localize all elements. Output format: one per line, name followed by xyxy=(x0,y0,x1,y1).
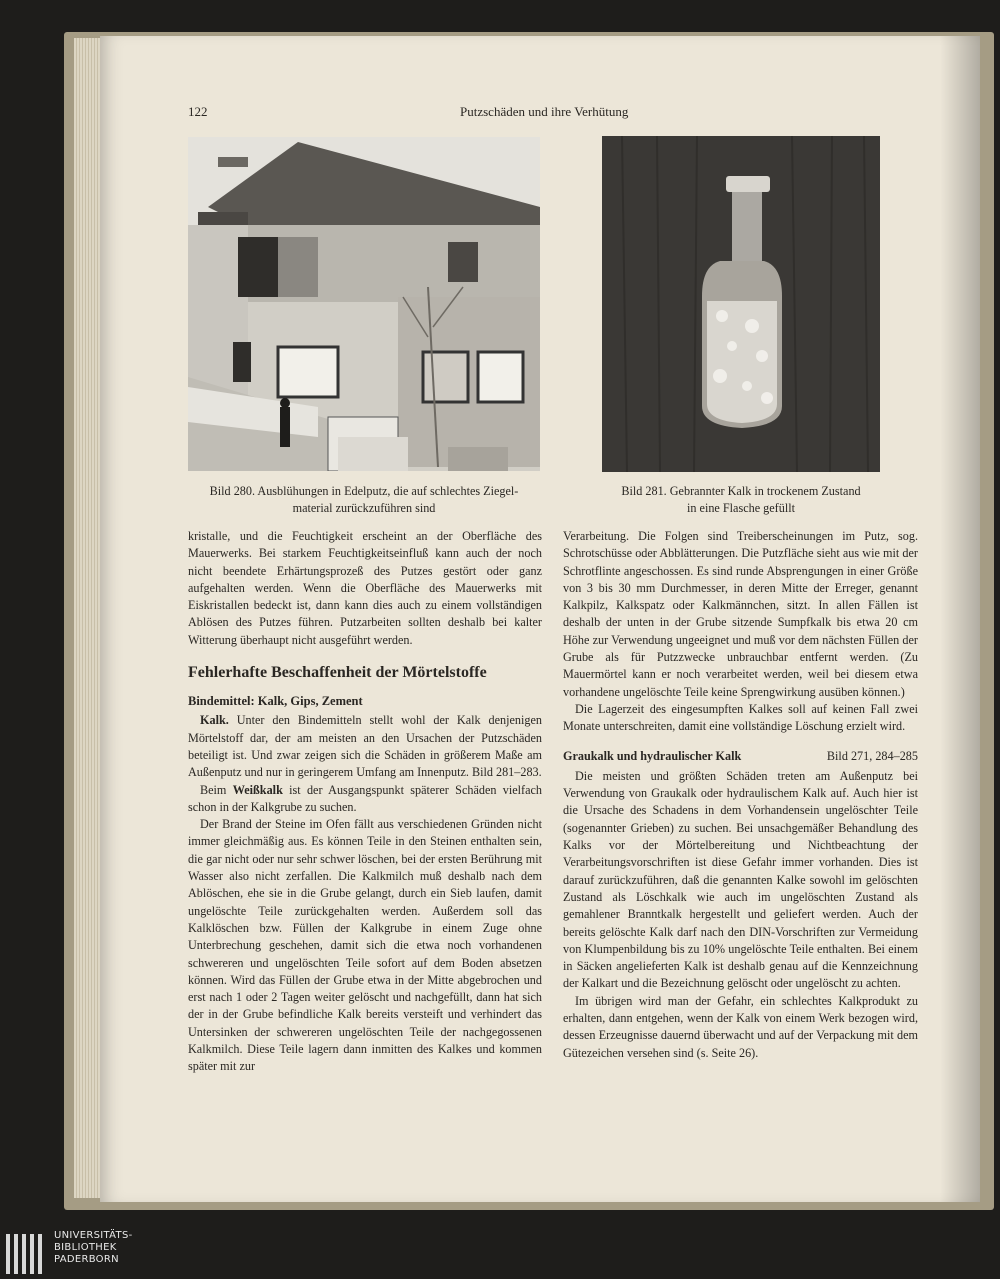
weisskalk-lead: Weißkalk xyxy=(232,782,283,797)
bottle-photo xyxy=(602,136,880,472)
left-paragraph-weisskalk xyxy=(188,782,542,817)
caption-280-line2: material zurückzuführen sind xyxy=(292,501,436,515)
logo-line-1: UNIVERSITÄTS- xyxy=(54,1230,133,1241)
library-logo xyxy=(0,1226,200,1279)
kalk-text: Unter den Bindemitteln stellt wohl der Kalk denjenigen Mörtelstoff dar, der am meisten an den Ursachen der Putzschäden beteiligt ist. Und zwar zeigen sich die Schäden in größerem Maße am Außenputz und nur in geringerem Umfang am Innenputz. Bild 281–283. xyxy=(188,713,542,780)
graukalk-heading-ref: Bild 271, 284–285 xyxy=(826,748,918,763)
left-paragraph-1: kristalle, und die Feuchtigkeit erscheint an der Oberfläche des Mauerwerks. Bei starkem Feuchtigkeitseinfluß kann auch der noch nicht beendete Erhärtungsprozeß des Putzes gestört oder ganz aufgehalten werden. Wenn die Oberfläche des Mauerwerks mit Eiskristallen bedeckt ist, dann kann dies auch zu einem vollständigen Ablösen des Putzes führen. Putzarbeiten sollten deshalb bei kalter Witterung überhaupt nicht ausgeführt werden. xyxy=(188,529,542,647)
caption-281-line1: Bild 281. Gebrannter Kalk in trockenem Zustand xyxy=(621,484,861,498)
house-photo xyxy=(188,137,540,471)
right-column xyxy=(563,528,918,1062)
subsection-heading: Bindemittel: Kalk, Gips, Zement xyxy=(188,694,363,709)
graukalk-heading-title: Graukalk und hydraulischer Kalk xyxy=(563,748,742,763)
right-paragraph-1: Verarbeitung. Die Folgen sind Treiberscheinungen im Putz, sog. Schrotschüsse oder Abblätterungen. Die Putzfläche sieht aus wie mit der Schrotflinte angeschossen. Es sind runde Absprengungen in einer Größe von 3 bis 30 mm Durchmesser, in deren Mitte der Erreger, genannt Kalkpilz, Kalkspatz oder Kalkmännchen, sitzt. In allen Fällen ist deshalb der unten in der Grube sitzende Sumpfkalk bis etwa 20 cm Höhe zur Verwendung ungeeignet und muß vor dem nächsten Füllen der Grube als für Putzzwecke unbrauchbar entfernt werden. (Zu Mauermörtel kann er noch verarbeitet werden, weil bei diesem etwa vorhandene ungelöschte Teile keine Sprengwirkung ausüben können.) xyxy=(563,529,918,699)
right-paragraph-2: Die Lagerzeit des eingesumpften Kalkes soll auf keinen Fall zwei Monate unterschreiten, damit eine vollständige Löschung erzielt wird. xyxy=(563,701,918,734)
section-heading: Fehlerhafte Beschaffenheit der Mörtelstoffe xyxy=(188,664,487,682)
right-paragraph-4: Im übrigen wird man der Gefahr, ein schlechtes Kalkprodukt zu erhalten, dann entgehen, wenn der Kalk von einem Werk bezogen wird, dessen Erzeugnisse dauernd überwacht und auf der Verpackung mit dem Gütezeichen versehen sind (s. Seite 26). xyxy=(563,993,918,1060)
weisskalk-pre: Beim xyxy=(200,782,233,797)
right-paragraph-3: Die meisten und größten Schäden treten am Außenputz bei Verwendung von Graukalk oder hydraulischem Kalk auf. Auch hier ist die Ursache des Schadens in dem Vorhandensein ungelöschter Teile (sogenannter Grieben) zu suchen. Bei unsachgemäßer Behandlung des Kalks vor der Mörtelbereitung und Nichtbeachtung der Verarbeitungsvorschriften ist diese Gefahr immer vorhanden. Dies ist darauf zurückzuführen, daß die genannten Kalke sowohl im gelöschten Zustand als Löschkalk wie auch im ungelöschten Zustand als gemahlener Branntkalk hergestellt und geliefert werden. Auch der bereits gelöschte Kalk darf nach den DIN-Vorschriften zur Vermeidung von Klumpenbildung bis zu 10% ungelöschte Teile enthalten. Bei einem in Säcken angelieferten Kalk ist deshalb genau auf die Kennzeichnung der Kalkart und die Bezeichnung gelöscht oder ungelöscht zu achten. xyxy=(563,768,918,991)
running-head xyxy=(188,104,918,124)
library-logo-icon xyxy=(4,1232,44,1276)
left-paragraph-brand: Der Brand der Steine im Ofen fällt aus verschiedenen Gründen nicht immer gleichmäßig aus. Es können Teile in den Steinen enthalten sein, die gar nicht oder nur sehr schwer löschen, bei der ersten Berührung mit Wasser also nicht zerfallen. Die Kalkmilch muß deshalb nach dem Ablöschen, ehe sie in die Grube gelangt, durch ein Sieb laufen, damit ungelöschte Teile zurückgehalten werden. Außerdem soll das Kalklöschen bzw. Füllen der Kalkgrube in einem Zuge ohne Unterbrechung geschehen, damit sich die etwa noch vorhandenen schwereren und ungelöschten Teile sofort auf dem Boden absetzen können. Wird das Füllen der Grube etwa in der Mitte abgebrochen und erst nach 1 oder 2 Tagen weiter gelöscht und nachgefüllt, dann hat sich der in der Grube befindliche Kalk bereits versteift und verhindert das Untersinken der schwereren ungelöschten Teile der nachgegossenen Kalkmilch. Diese Teile lagern dann inmitten des Kalkes und kommen später mit zur xyxy=(188,817,542,1074)
caption-280-line1: Bild 280. Ausblühungen in Edelputz, die auf schlechtes Ziegel- xyxy=(209,484,519,498)
weisskalk-text: ist der Ausgangspunkt späterer Schäden vielfach schon in der Kalkgrube zu suchen. xyxy=(188,782,543,814)
caption-281-line2: in eine Flasche gefüllt xyxy=(687,501,795,515)
spine-shadow xyxy=(940,36,980,1202)
logo-line-3: PADERBORN xyxy=(54,1254,119,1265)
kalk-lead: Kalk. xyxy=(200,713,229,728)
page-number: 122 xyxy=(188,104,208,119)
running-title: Putzschäden und ihre Verhütung xyxy=(460,104,629,119)
logo-line-2: BIBLIOTHEK xyxy=(54,1242,117,1253)
figure-281-caption xyxy=(585,483,897,517)
library-logo-text xyxy=(54,1230,133,1266)
graukalk-heading xyxy=(563,748,918,765)
left-paragraph-kalk xyxy=(188,712,542,781)
figure-280-caption xyxy=(178,483,550,517)
left-column xyxy=(188,528,542,1076)
